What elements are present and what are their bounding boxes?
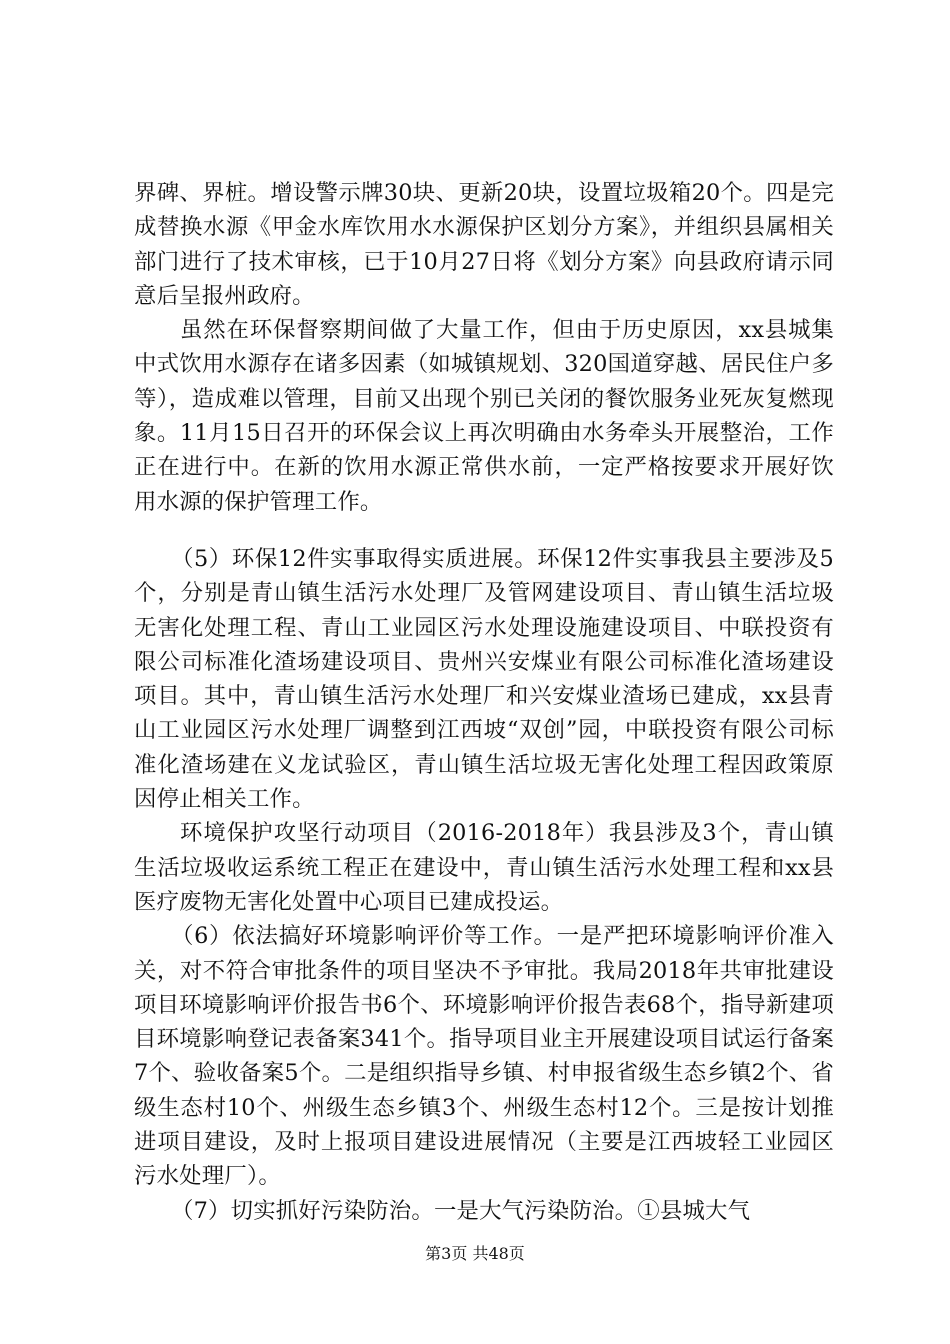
- page-number-footer: 第3页 共48页: [425, 1244, 525, 1263]
- paragraph-water-source-issues: 虽然在环保督察期间做了大量工作，但由于历史原因，xx县城集中式饮用水源存在诸多因素（如城镇规划、320国道穿越、居民住户多等），造成难以管理，目前又出现个别已关闭的餐饮服务业死灰复燃现象。11月15日召开的环保会议上再次明确由水务牵头开展整治，工作正在进行中。在新的饮用水源正常供水前，一定严格按要求开展好饮用水源的保护管理工作。: [134, 317, 834, 515]
- paragraph-spacer: [134, 519, 834, 542]
- paragraph-tough-action-projects: 环境保护攻坚行动项目（2016-2018年）我县涉及3个，青山镇生活垃圾收运系统工程正在建设中，青山镇生活污水处理工程和xx县医疗废物无害化处置中心项目已建成投运。: [134, 820, 834, 915]
- paragraph-environmental-projects: （5）环保12件实事取得实质进展。环保12件实事我县主要涉及5个，分别是青山镇生活污水处理厂及管网建设项目、青山镇生活垃圾无害化处理工程、青山工业园区污水处理设施建设项目、中联投资有限公司标准化渣场建设项目、贵州兴安煤业有限公司标准化渣场建设项目。其中，青山镇生活污水处理厂和兴安煤业渣场已建成，xx县青山工业园区污水处理厂调整到江西坡“双创”园，中联投资有限公司标准化渣场建在义龙试验区，青山镇生活垃圾无害化处理工程因政策原因停止相关工作。: [134, 545, 834, 813]
- paragraph-boundary-markers: 界碑、界桩。增设警示牌30块、更新20块，设置垃圾箱20个。四是完成替换水源《甲金水库饮用水水源保护区划分方案》，并组织县属相关部门进行了技术审核，已于10月27日将《划分方案》向县政府请示同意后呈报州政府。: [134, 180, 834, 309]
- paragraph-pollution-control: （7）切实抓好污染防治。一是大气污染防治。①县城大气: [171, 1197, 751, 1224]
- document-body: [134, 176, 834, 1228]
- paragraph-eia-work: （6）依法搞好环境影响评价等工作。一是严把环境影响评价准入关，对不符合审批条件的项目坚决不予审批。我局2018年共审批建设项目环境影响评价报告书6个、环境影响评价报告表68个，指导新建项目环境影响登记表备案341个。指导项目业主开展建设项目试运行备案7个、验收备案5个。二是组织指导乡镇、村申报省级生态乡镇2个、省级生态村10个、州级生态乡镇3个、州级生态村12个。三是按计划推进项目建设，及时上报项目建设进展情况（主要是江西坡轻工业园区污水处理厂）。: [134, 923, 834, 1190]
